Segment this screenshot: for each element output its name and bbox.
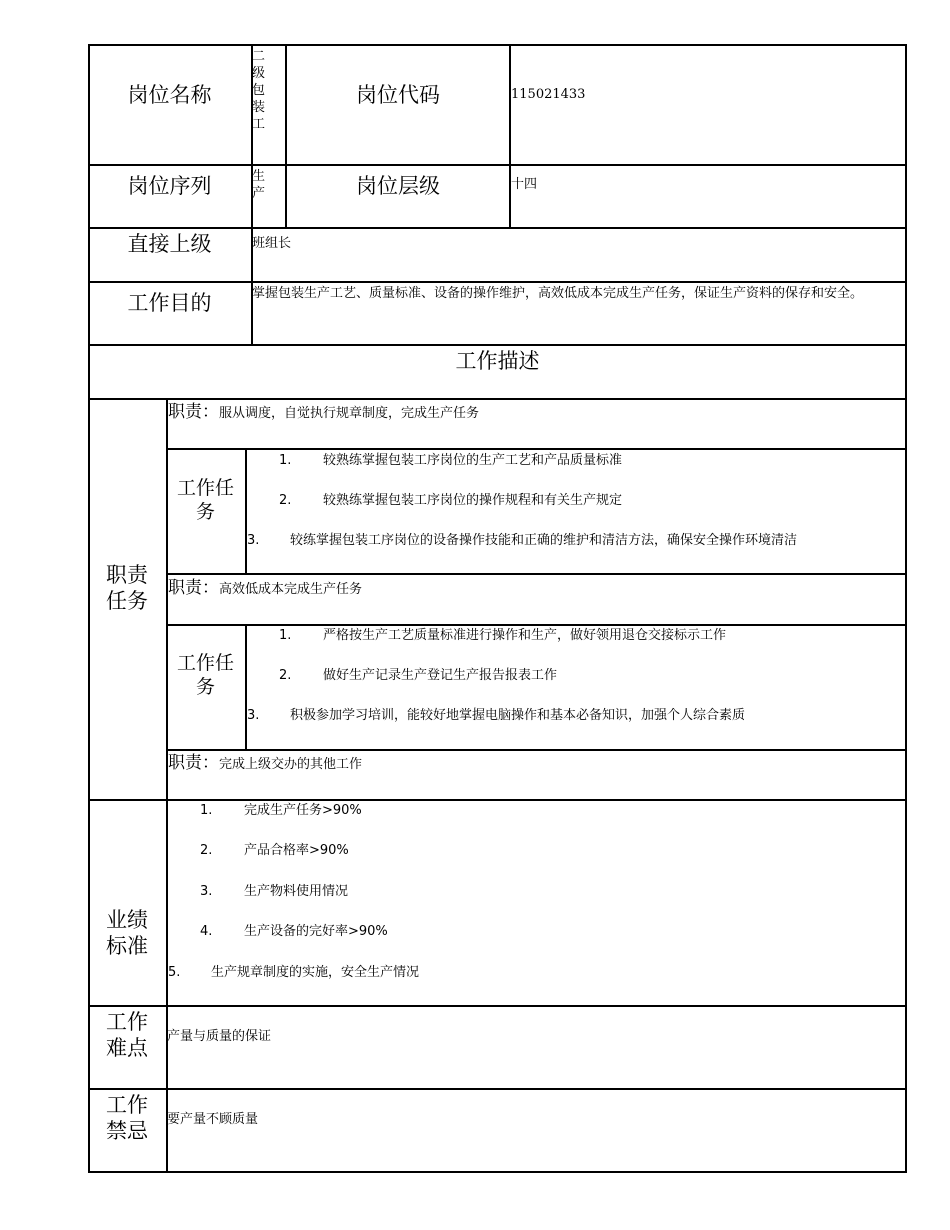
performance-num: 3. — [200, 884, 213, 899]
performance-text: 生产设备的完好率>90% — [244, 924, 388, 939]
task-text: 积极参加学习培训，能较好地掌握电脑操作和基本必备知识，加强个人综合素质 — [290, 708, 746, 723]
row-divider — [88, 799, 907, 801]
task-num: 3. — [247, 708, 260, 723]
taboo-label: 工作禁忌 — [106, 1093, 148, 1143]
difficulty-label: 工作难点 — [106, 1010, 148, 1060]
row-divider — [88, 1088, 907, 1090]
performance-text: 完成生产任务>90% — [244, 803, 362, 818]
position-name-label: 岗位名称 — [127, 83, 212, 107]
difficulty-value: 产量与质量的保证 — [167, 1029, 272, 1044]
task-item — [279, 492, 622, 509]
task-num: 1. — [279, 453, 292, 468]
performance-num: 5. — [168, 965, 181, 980]
level-label: 岗位层级 — [356, 174, 440, 198]
duty-title — [168, 400, 479, 426]
duty-text: 高效低成本完成生产任务 — [219, 582, 363, 597]
performance-text: 生产物料使用情况 — [244, 884, 349, 899]
duty-title — [168, 576, 362, 602]
purpose-label: 工作目的 — [127, 291, 212, 315]
position-name-value: 二级包装工 — [252, 49, 266, 132]
row-divider — [88, 1005, 907, 1007]
task-text: 做好生产记录生产登记生产报告报表工作 — [323, 668, 558, 683]
taboo-value: 要产量不顾质量 — [167, 1112, 259, 1127]
task-label: 工作任务 — [176, 477, 234, 523]
form-border — [88, 44, 907, 1173]
purpose-value: 掌握包装生产工艺、质量标准、设备的操作维护，高效低成本完成生产任务，保证生产资料的保存和安全。 — [252, 286, 864, 301]
task-num: 3. — [247, 533, 260, 548]
duty-title — [168, 751, 362, 777]
performance-item — [200, 802, 362, 819]
performance-text: 产品合格率>90% — [244, 843, 349, 858]
task-text: 较熟练掌握包装工序岗位的操作规程和有关生产规定 — [323, 493, 623, 508]
duty-divider — [166, 573, 907, 575]
superior-label: 直接上级 — [127, 232, 212, 256]
col-divider — [245, 624, 247, 749]
task-num: 2. — [279, 668, 292, 683]
performance-label: 业绩标准 — [106, 908, 148, 958]
duty-divider — [166, 448, 907, 450]
task-item — [247, 707, 745, 724]
row-divider — [88, 227, 907, 229]
col-divider — [285, 44, 287, 227]
task-item — [279, 452, 622, 469]
position-code-value: 115021433 — [511, 87, 586, 102]
duty-text: 服从调度，自觉执行规章制度，完成生产任务 — [219, 406, 480, 421]
col-divider — [509, 44, 511, 227]
description-title: 工作描述 — [455, 349, 540, 373]
sequence-label: 岗位序列 — [127, 174, 212, 198]
duty-prefix: 职责： — [168, 753, 219, 773]
sequence-value: 生产 — [252, 169, 266, 201]
level-value: 十四 — [511, 177, 538, 192]
performance-num: 1. — [200, 803, 213, 818]
duty-text: 完成上级交办的其他工作 — [219, 757, 363, 772]
performance-text: 生产规章制度的实施，安全生产情况 — [211, 965, 420, 980]
task-text: 较熟练掌握包装工序岗位的生产工艺和产品质量标准 — [323, 453, 623, 468]
performance-num: 2. — [200, 843, 213, 858]
task-item — [279, 667, 557, 684]
row-divider — [88, 281, 907, 283]
duties-label: 职责任务 — [106, 563, 148, 613]
task-item — [247, 532, 797, 549]
task-num: 1. — [279, 628, 292, 643]
performance-num: 4. — [200, 924, 213, 939]
performance-item — [168, 964, 419, 981]
row-divider — [88, 164, 907, 166]
job-description-form — [88, 44, 907, 1173]
performance-item — [200, 923, 388, 940]
superior-value: 班组长 — [252, 236, 292, 251]
performance-item — [200, 842, 349, 859]
position-code-label: 岗位代码 — [356, 83, 440, 107]
performance-item — [200, 883, 348, 900]
task-text: 较练掌握包装工序岗位的设备操作技能和正确的维护和清洁方法，确保安全操作环境清洁 — [290, 533, 798, 548]
col-divider — [245, 448, 247, 573]
duty-divider — [166, 624, 907, 626]
task-item — [279, 627, 726, 644]
task-num: 2. — [279, 493, 292, 508]
duty-prefix: 职责： — [168, 402, 219, 422]
row-divider — [88, 344, 907, 346]
duty-prefix: 职责： — [168, 578, 219, 598]
task-label: 工作任务 — [176, 652, 234, 698]
task-text: 严格按生产工艺质量标准进行操作和生产，做好领用退仓交接标示工作 — [323, 628, 727, 643]
